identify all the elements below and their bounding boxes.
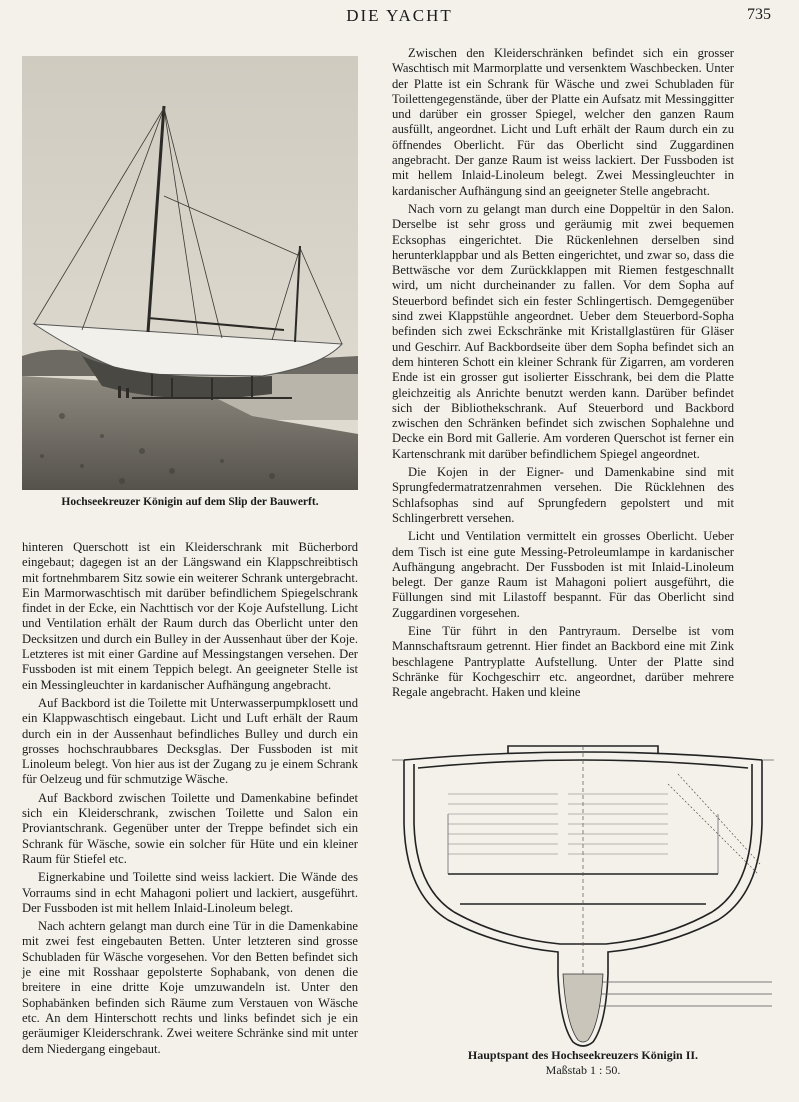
paragraph: Eine Tür führt in den Pantryraum. Derselbe ist vom Mannschaftsraum getrennt. Hier findet an Backbord eine mit Zink beschlagene Pantryplatte Aufstellung. Unter der Platte sind Schränke für Kochgeschirr etc. angeordnet, darüber mehrere Regale angebracht. Haken und kleine <box>392 623 734 700</box>
paragraph: Die Kojen in der Eigner- und Damenkabine sind mit Sprungfedermatratzenrahmen versehen. Die Rücklehnen des Schlafsophas sind auf Sprungfedern gepolstert und mit Schlingerbrett versehen. <box>392 465 734 525</box>
figure-title: Hauptspant des Hochseekreuzers Königin II. <box>467 1048 699 1062</box>
page-number: 735 <box>747 6 771 23</box>
paragraph: Auf Backbord ist die Toilette mit Unterwasserpumpklosett und ein Klappwaschtisch eingebaut. Licht und Luft erhält der Raum durch ein in der Aussenhaut befindliches Bulley und durch ein grosses hochschraubbares Decksglas. Der Fussboden ist mit Linoleum belegt. Von hier aus ist der Zugang zu je einem Schrank für Oelzeug und für schmutzige Wäsche. <box>22 695 358 787</box>
paragraph: Licht und Ventilation vermittelt ein grosses Oberlicht. Ueber dem Tisch ist eine gute Messing-Petroleumlampe in kardanischer Aufhängung angebracht. Der Fussboden ist mit Inlaid-Linoleum belegt. Der ganze Raum ist Mahagoni poliert ausgeführt, die Füllungen sind mit Lilastoff bespannt. Für das Oberlicht sind Zuggardinen vorgesehen. <box>392 529 734 620</box>
paragraph: Zwischen den Kleiderschränken befindet sich ein grosser Waschtisch mit Marmorplatte und versenktem Waschbecken. Unter der Platte ist ein Schrank für Wäsche und zwei Schubladen für Toilettengegenstände, über der Platte ein Aufsatz mit Messinggitter und darüber ein grosser Spiegel, welcher den ganzen Raum ausfüllt, angeordnet. Licht und Luft erhält der Raum durch ein zu öffnendes Oberlicht. Für das Oberlicht sind Zuggardinen angebracht. Der ganze Raum ist weiss lackiert. Der Fussboden ist mit hellem Inlaid-Linoleum belegt. Zwei Messingleuchter in kardanischer Aufhängung sind an geeigneter Stelle angebracht. <box>392 46 734 198</box>
paragraph: Auf Backbord zwischen Toilette und Damenkabine befindet sich ein Kleiderschrank, zwischen Toilette und Salon ein Proviantschrank. Gegenüber unter der Treppe befindet sich ein Schrank für Wäsche, sowie ein solcher für Hüte und ein kleiner Raum für Stiefel etc. <box>22 790 358 866</box>
paragraph: Eignerkabine und Toilette sind weiss lackiert. Die Wände des Vorraums sind in echt Mahagoni poliert und lackiert, ausgeführt. Der Fussboden ist mit hellem Inlaid-Linoleum belegt. <box>22 870 358 915</box>
paragraph: hinteren Querschott ist ein Kleiderschrank mit Bücherbord eingebaut; dagegen ist an der Längswand ein Klappschreibtisch mit fortnehmbarem Sitz sowie ein weiterer Schrank untergebracht. Ein Marmorwaschtisch mit darüber befindlichem Spiegelschrank findet in der Ecke, ein Nachttisch vor der Koje Aufstellung. Licht und Ventilation erhält der Raum durch das Oberlicht unter den Decksitzen und durch ein Bulley in der Aussenhaut über der Koje. Letzteres ist mit einer Gardine auf Messingstangen versehen. Der Fussboden ist mit einem Teppich belegt. An geeigneter Stelle ist ein Messingleuchter in kardanischer Aufhängung angebracht. <box>22 540 358 692</box>
page-header-title: DIE YACHT <box>346 6 453 25</box>
paragraph: Nach vorn zu gelangt man durch eine Doppeltür in den Salon. Derselbe ist sehr gross und geräumig mit zwei bequemen Ecksophas eingerichtet. Die Rückenlehnen derselben sind herunterklappbar und als Betten eingerichtet, und zwar so, dass die Bettwäsche vor dem Zurückklappen mit Riemen festgeschnallt wird, um nicht durcheinander zu fallen. Vor dem Sopha auf Steuerbord befindet sich ein fester Schlingertisch. Demgegenüber sind zwei Klappstühle angeordnet. Ueber dem Steuerbord-Sopha befinden sich zwei Eckschränke mit Kristallglastüren für Gläser und Geschirr. Auf Backbordseite über dem Sopha befindet sich an dem hinteren Schott ein kleiner Schrank für Zigarren, am vorderen Ende ist ein grosser gut isolierter Eisschrank, bei dem die Platte gleichzeitig als Anrichte benutzt werden kann. Darüber befindet sich der Bibliothekschrank. Auf Steuerbord und Backbord zwischen den Schränken befindet sich zwischen Sophalehne und Decke ein Bord mit Gallerie. Am vorderen Querschot ist ferner ein Kartenschrank mit darüber befindlichem Spiegel angeordnet. <box>392 201 734 461</box>
yacht-photo <box>22 56 358 490</box>
left-text-column <box>22 540 358 1060</box>
photo-caption: Hochseekreuzer Königin auf dem Slip der Bauwerft. <box>61 496 319 508</box>
right-text-column <box>392 46 734 703</box>
figure-scale: Maßstab 1 : 50. <box>545 1063 621 1077</box>
paragraph: Nach achtern gelangt man durch eine Tür in die Damenkabine mit zwei fest eingebauten Betten. Unter letzteren sind grosse Schubladen für Wäsche vorgesehen. Vor den Betten befindet sich je eine mit Rosshaar gepolsterte Sophabank, von denen die breitere in eine dritte Koje umzuwandeln ist. Unter den Sophabänken befinden sich Räume zum Verstauen von Wäsche etc. An dem Hinterschott rechts und links befindet sich je ein geräumiger Kleiderschrank. Zwei weitere Schränke sind mit unter dem Niedergang eingebaut. <box>22 919 358 1056</box>
figure-caption <box>388 1048 778 1078</box>
midship-section-drawing <box>388 724 778 1050</box>
